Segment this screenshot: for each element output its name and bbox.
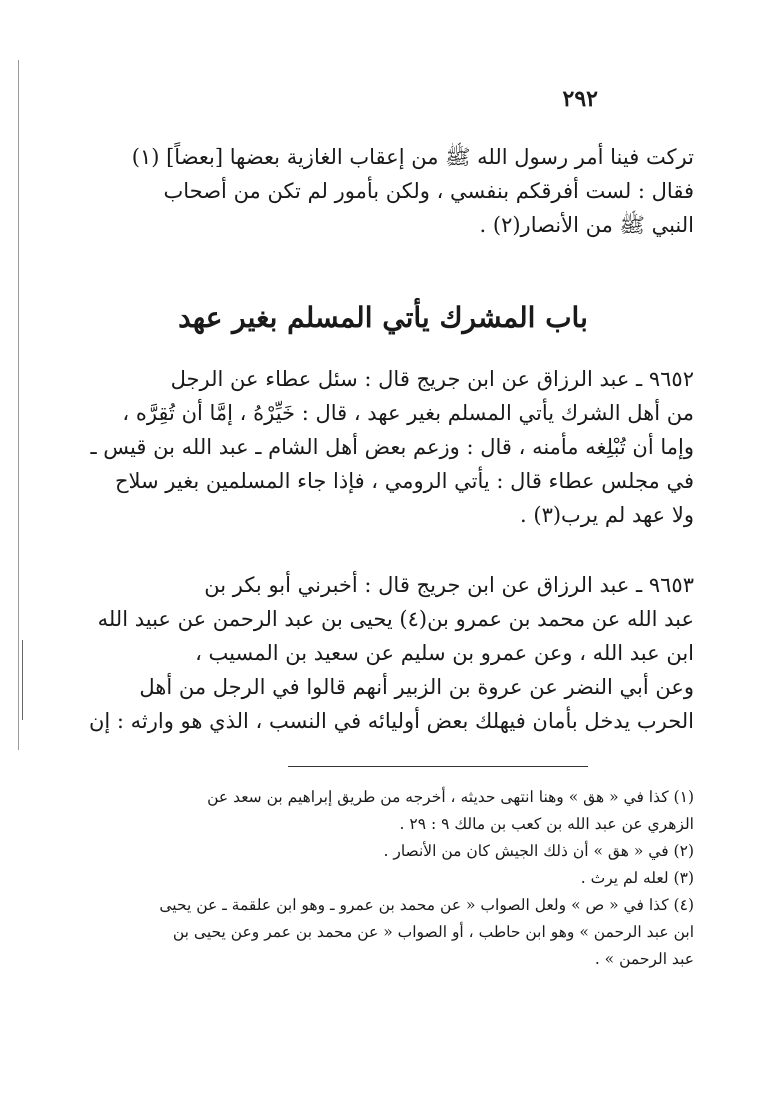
text-line: تركت فينا أمر رسول الله ﷺ من إعقاب الغازية بعضها [بعضاً] (١) xyxy=(131,145,694,169)
footnotes xyxy=(72,784,694,973)
hadith-entry-9652 xyxy=(72,362,694,532)
text-line: وعن أبي النضر عن عروة بن الزبير أنهم قالوا في الرجل من أهل xyxy=(139,675,694,699)
text-line: ولا عهد لم يرب(٣) . xyxy=(520,503,694,527)
footnote-line: (٤) كذا في « ص » ولعل الصواب « عن محمد بن عمرو ـ وهو ابن علقمة ـ عن يحيى xyxy=(159,896,694,914)
margin-rule xyxy=(18,60,19,750)
footnote-line: (١) كذا في « هق » وهنا انتهى حديثه ، أخرجه من طريق إبراهيم بن سعد عن xyxy=(207,788,694,806)
text-line: من أهل الشرك يأتي المسلم بغير عهد ، قال : خَيِّرْهُ ، إمَّا أن تُقِرَّه ، xyxy=(122,401,694,425)
hadith-entry-9653 xyxy=(72,568,694,738)
text-line: النبي ﷺ من الأنصار(٢) . xyxy=(479,213,694,237)
footnote-line: عبد الرحمن » . xyxy=(594,950,694,968)
text-line: ٩٦٥٢ ـ عبد الرزاق عن ابن جريج قال : سئل عطاء عن الرجل xyxy=(170,367,694,391)
page-number: ٢٩٢ xyxy=(562,86,598,112)
intro-paragraph xyxy=(72,140,694,242)
text-line: ابن عبد الله ، وعن عمرو بن سليم عن سعيد بن المسيب ، xyxy=(195,641,694,665)
footnote-divider xyxy=(288,766,588,767)
chapter-title: باب المشرك يأتي المسلم بغير عهد xyxy=(178,301,588,334)
footnote-line: ابن عبد الرحمن » وهو ابن حاطب ، أو الصواب « عن محمد بن عمر وعن يحيى بن xyxy=(172,923,694,941)
footnote-line: (٣) لعله لم يرث . xyxy=(580,869,694,887)
footnote-line: (٢) في « هق » أن ذلك الجيش كان من الأنصار . xyxy=(383,842,694,860)
text-line: عبد الله عن محمد بن عمرو بن(٤) يحيى بن عبد الرحمن عن عبيد الله xyxy=(97,607,694,631)
text-line: في مجلس عطاء قال : يأتي الرومي ، فإذا جاء المسلمين بغير سلاح xyxy=(114,469,694,493)
text-line: ٩٦٥٣ ـ عبد الرزاق عن ابن جريج قال : أخبرني أبو بكر بن xyxy=(204,573,694,597)
text-line: فقال : لست أفرقكم بنفسي ، ولكن بأمور لم تكن من أصحاب xyxy=(163,179,694,203)
text-line: وإما أن تُبْلِغه مأمنه ، قال : وزعم بعض أهل الشام ـ عبد الله بن قيس ـ xyxy=(90,435,694,459)
margin-rule-secondary xyxy=(22,640,23,720)
footnote-line: الزهري عن عبد الله بن كعب بن مالك ٩ : ٢٩ . xyxy=(399,815,694,833)
text-line: الحرب يدخل بأمان فيهلك بعض أوليائه في النسب ، الذي هو وارثه : إن xyxy=(88,709,694,733)
